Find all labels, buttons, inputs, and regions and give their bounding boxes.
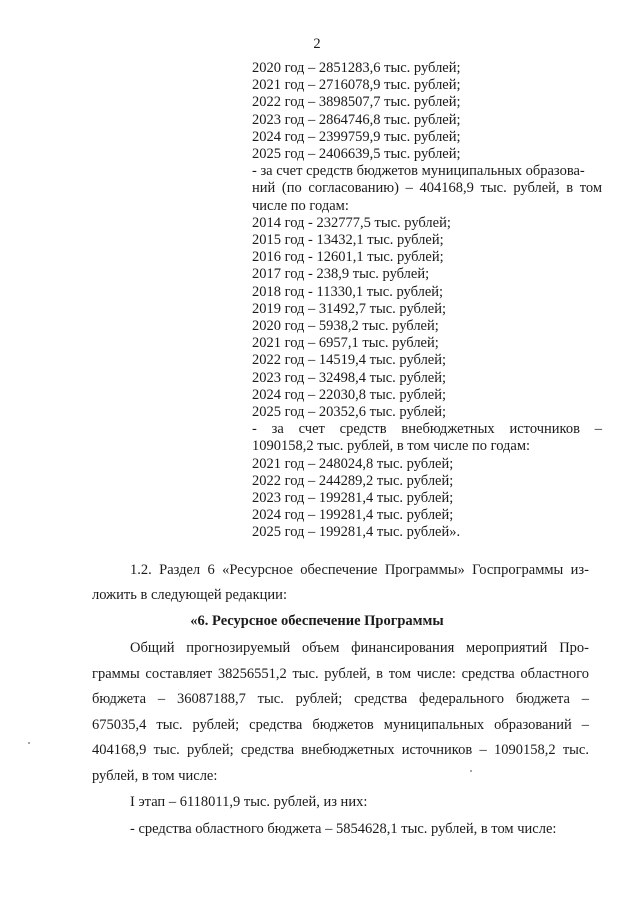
- main-paragraph-line: 675035,4 тыс. рублей; средства бюджетов муниципальных образований –: [92, 716, 589, 733]
- scan-speck: [28, 742, 30, 744]
- extrabudget-intro-line: 1090158,2 тыс. рублей, в том числе по годам:: [252, 438, 531, 455]
- scan-speck: [470, 770, 472, 772]
- section-heading: «6. Ресурсное обеспечение Программы: [190, 613, 444, 629]
- main-paragraph-line: граммы составляет 38256551,2 тыс. рублей, в том числе: средства областного: [92, 665, 589, 682]
- page-number: 2: [313, 36, 321, 52]
- regional-budget-line: - средства областного бюджета – 5854628,1 тыс. рублей, в том числе:: [130, 821, 557, 837]
- main-paragraph-line: бюджета – 36087188,7 тыс. рублей; средства федерального бюджета –: [92, 691, 589, 707]
- main-paragraph-line: 404168,9 тыс. рублей; средства внебюджетных источников – 1090158,2 тыс.: [92, 742, 589, 758]
- municipal-line: 2022 год – 14519,4 тыс. рублей;: [252, 352, 447, 369]
- section-1-2: [92, 562, 589, 604]
- section-1-2-line: 1.2. Раздел 6 «Ресурсное обеспечение Программы» Госпрограммы из-: [130, 562, 589, 578]
- main-paragraph: [92, 636, 589, 789]
- funding-line: 2023 год – 2864746,8 тыс. рублей;: [252, 111, 461, 128]
- funding-line: 2025 год – 2406639,5 тыс. рублей;: [252, 146, 461, 163]
- municipal-line: 2023 год – 32498,4 тыс. рублей;: [252, 369, 447, 386]
- extrabudget-intro-line: - за счет средств внебюджетных источников –: [252, 421, 602, 438]
- stage-1-line: I этап – 6118011,9 тыс. рублей, из них:: [130, 794, 368, 810]
- municipal-intro-line: числе по годам:: [252, 197, 349, 214]
- municipal-line: 2016 год - 12601,1 тыс. рублей;: [252, 249, 444, 266]
- municipal-line: 2024 год – 22030,8 тыс. рублей;: [252, 386, 447, 403]
- municipal-line: 2018 год - 11330,1 тыс. рублей;: [252, 283, 444, 300]
- funding-line: 2022 год – 3898507,7 тыс. рублей;: [252, 94, 461, 111]
- extrabudget-line: 2021 год – 248024,8 тыс. рублей;: [252, 455, 454, 472]
- extrabudget-line: 2022 год – 244289,2 тыс. рублей;: [252, 472, 454, 489]
- municipal-intro-line: - за счет средств бюджетов муниципальных образова-: [252, 163, 585, 180]
- funding-line: 2020 год – 2851283,6 тыс. рублей;: [252, 60, 461, 76]
- funding-line: 2024 год – 2399759,9 тыс. рублей;: [252, 128, 461, 145]
- municipal-line: 2015 год - 13432,1 тыс. рублей;: [252, 232, 444, 249]
- extrabudget-line: 2025 год – 199281,4 тыс. рублей».: [252, 524, 461, 541]
- municipal-line: 2025 год – 20352,6 тыс. рублей;: [252, 404, 447, 421]
- municipal-line: 2014 год - 232777,5 тыс. рублей;: [252, 214, 451, 231]
- municipal-line: 2021 год – 6957,1 тыс. рублей;: [252, 335, 439, 352]
- main-paragraph-line: рублей, в том числе:: [92, 767, 218, 784]
- main-paragraph-line: Общий прогнозируемый объем финансирования мероприятий Про-: [130, 640, 589, 656]
- funding-column: [252, 60, 602, 542]
- section-1-2-line: ложить в следующей редакции:: [92, 587, 287, 603]
- extrabudget-line: 2024 год – 199281,4 тыс. рублей;: [252, 507, 454, 524]
- municipal-line: 2019 год – 31492,7 тыс. рублей;: [252, 300, 447, 317]
- municipal-line: 2020 год – 5938,2 тыс. рублей;: [252, 318, 439, 335]
- municipal-line: 2017 год - 238,9 тыс. рублей;: [252, 266, 430, 283]
- funding-line: 2021 год – 2716078,9 тыс. рублей;: [252, 77, 461, 94]
- municipal-intro-line: ний (по согласованию) – 404168,9 тыс. рублей, в том: [252, 180, 602, 197]
- extrabudget-line: 2023 год – 199281,4 тыс. рублей;: [252, 490, 454, 507]
